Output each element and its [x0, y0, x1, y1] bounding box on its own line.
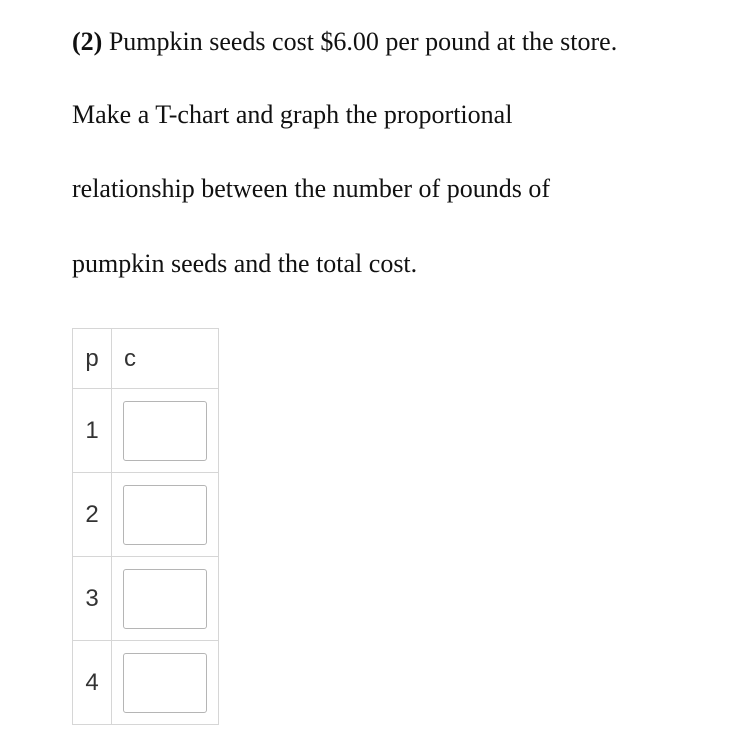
- table-row: [73, 389, 219, 473]
- t-chart-header-row: [73, 329, 219, 389]
- question-line-1-text: Pumpkin seeds cost $6.00 per pound at the store.: [108, 27, 618, 56]
- question-line-4: pumpkin seeds and the total cost.: [72, 249, 418, 278]
- question-line-1: [72, 27, 617, 57]
- table-row: [73, 641, 219, 725]
- question-number: (2): [72, 27, 103, 56]
- cost-cell: [112, 389, 219, 473]
- table-row: [73, 557, 219, 641]
- question-line-3: relationship between the number of pounds of: [72, 174, 550, 203]
- pounds-cell: 3: [73, 557, 112, 641]
- t-chart-table: [72, 328, 219, 725]
- question-line-2: Make a T-chart and graph the proportional: [72, 100, 513, 129]
- cost-input-3[interactable]: [123, 569, 207, 629]
- header-p: p: [73, 329, 112, 389]
- pounds-cell: 1: [73, 389, 112, 473]
- cost-cell: [112, 641, 219, 725]
- cost-input-1[interactable]: [123, 401, 207, 461]
- cost-cell: [112, 557, 219, 641]
- cost-input-2[interactable]: [123, 485, 207, 545]
- pounds-cell: 4: [73, 641, 112, 725]
- header-c: c: [112, 329, 219, 389]
- pounds-cell: 2: [73, 473, 112, 557]
- cost-cell: [112, 473, 219, 557]
- table-row: [73, 473, 219, 557]
- cost-input-4[interactable]: [123, 653, 207, 713]
